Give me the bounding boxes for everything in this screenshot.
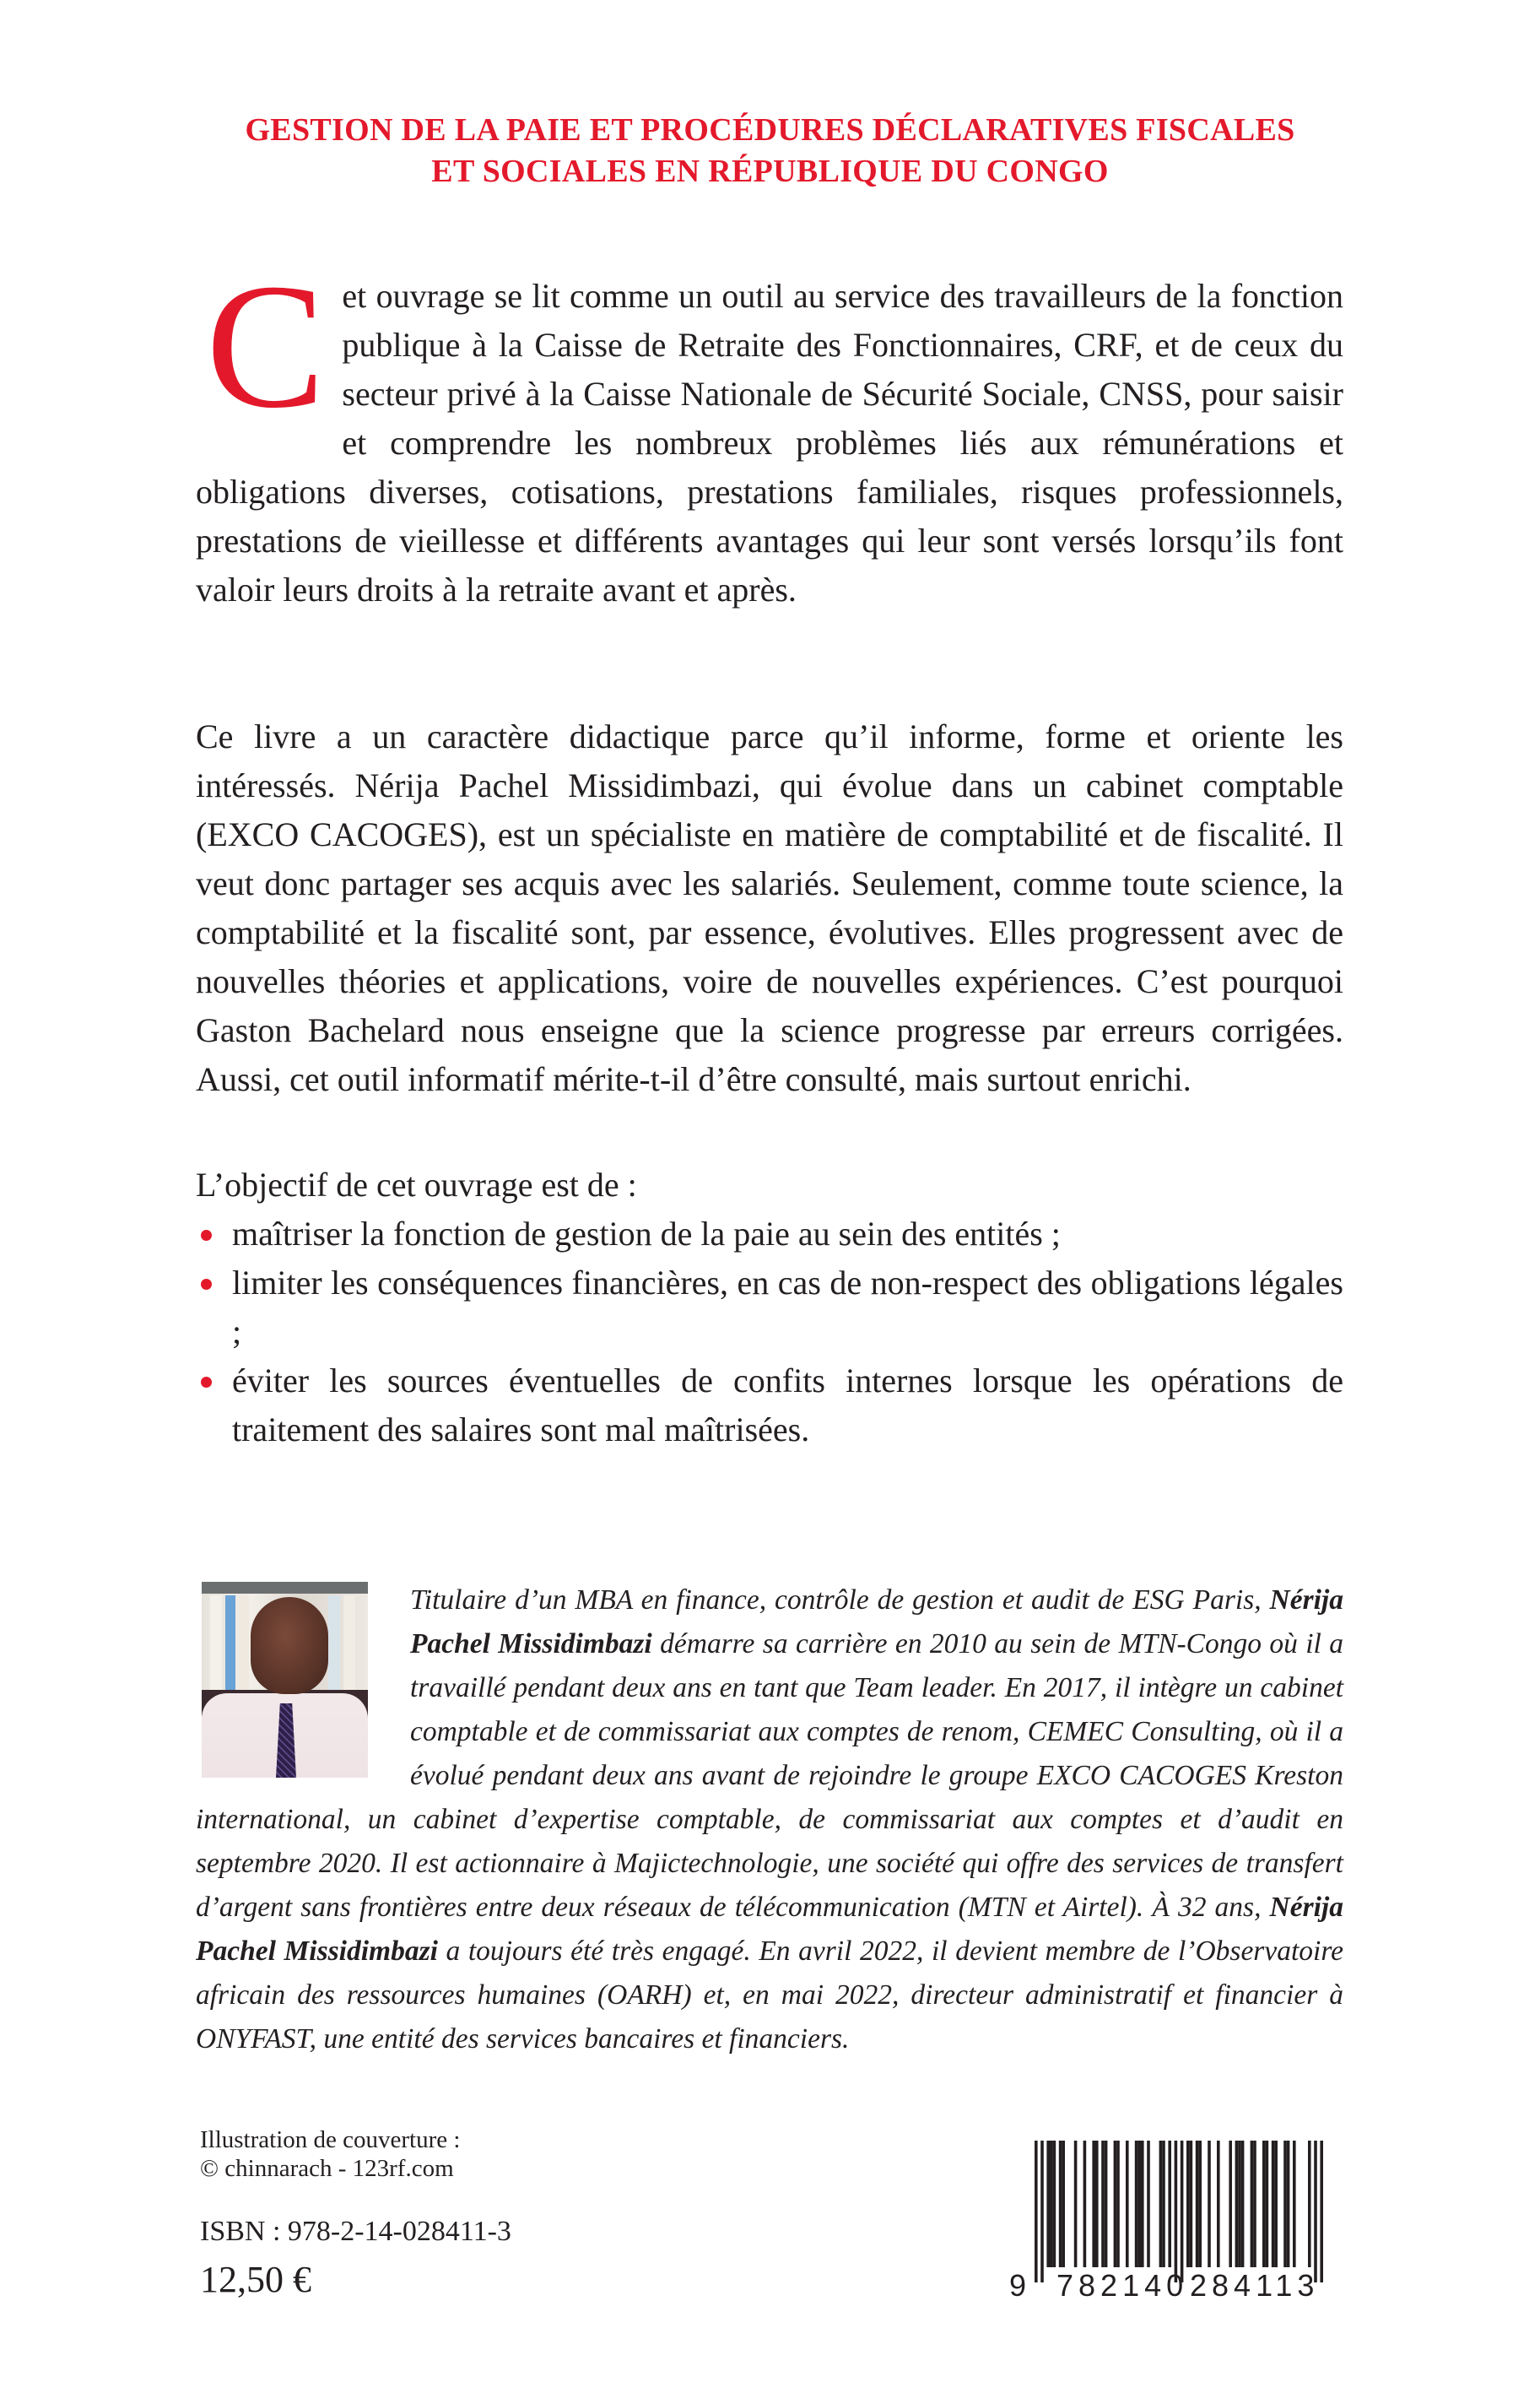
- barcode-bar: [1135, 2141, 1138, 2267]
- photo-book: [210, 1595, 222, 1690]
- photo-shelf: [202, 1582, 368, 1594]
- barcode-bar: [1147, 2141, 1150, 2267]
- barcode-bar: [1101, 2141, 1105, 2267]
- barcode-bar: [1287, 2141, 1290, 2267]
- barcode-bar: [1190, 2141, 1193, 2267]
- barcode-bar: [1229, 2141, 1232, 2267]
- barcode-bar: [1196, 2141, 1199, 2267]
- objectives-intro: L’objectif de cet ouvrage est de :: [196, 1166, 637, 1204]
- barcode-bar: [1208, 2141, 1211, 2267]
- author-name-repeat: Nérija Pachel Missidimbazi: [196, 1892, 1343, 1967]
- barcode-bar: [1308, 2141, 1311, 2267]
- author-name: Nérija Pachel Missidimbazi: [410, 1584, 1343, 1659]
- barcode-bar: [1116, 2141, 1120, 2267]
- barcode-bar: [1162, 2141, 1165, 2267]
- drop-cap: C: [206, 246, 326, 445]
- objective-text: maîtriser la fonction de gestion de la paie au sein des entités ;: [232, 1215, 1061, 1253]
- barcode-right-group: 284113: [1190, 2268, 1320, 2301]
- barcode-graphic: [1004, 2141, 1350, 2301]
- barcode-bar: [1095, 2141, 1099, 2267]
- intro-paragraph-1: [196, 246, 1343, 614]
- title-line-1: GESTION DE LA PAIE ET PROCÉDURES DÉCLARATIVES FISCALES: [245, 112, 1295, 148]
- barcode-bar: [1141, 2141, 1144, 2267]
- book-title: [0, 110, 1540, 192]
- barcode-bar: [1046, 2141, 1050, 2267]
- bullet-icon: [201, 1230, 212, 1241]
- barcode-bar: [1320, 2141, 1323, 2282]
- credits-line-1: Illustration de couverture :: [200, 2126, 461, 2153]
- barcode-bar: [1053, 2141, 1056, 2267]
- barcode-bar: [1241, 2141, 1245, 2267]
- objectives-section: [196, 1161, 1343, 1454]
- barcode-bar: [1105, 2141, 1108, 2267]
- barcode-bar: [1198, 2141, 1202, 2267]
- credits-line-2: © chinnarach - 123rf.com: [200, 2155, 454, 2182]
- barcode-bar: [1274, 2141, 1278, 2267]
- objective-item: [196, 1356, 1343, 1454]
- bullet-icon: [201, 1377, 212, 1388]
- bio-text-1: Titulaire d’un MBA en finance, contrôle de gestion et audit de ESG Paris,: [410, 1584, 1270, 1616]
- barcode-bar: [1114, 2141, 1117, 2267]
- isbn-label: ISBN : 978-2-14-028411-3: [200, 2216, 511, 2247]
- barcode-bar: [1272, 2141, 1275, 2267]
- barcode-bar: [1040, 2141, 1044, 2282]
- barcode-bar: [1262, 2141, 1266, 2267]
- objectives-list: [196, 1210, 1343, 1454]
- barcode-left-group: 782140: [1056, 2268, 1189, 2301]
- barcode-bar: [1266, 2141, 1269, 2267]
- bio-text-3: a toujours été très engagé. En avril 2022, il devient membre de l’Observatoire africain des ressources humaines (OARH) et, en mai 2022, directeur administratif et financier à ONYFAST, une entité des services bancaires et financiers.: [196, 1936, 1343, 2055]
- barcode-bar: [1050, 2141, 1053, 2267]
- title-line-2: ET SOCIALES EN RÉPUBLIQUE DU CONGO: [431, 154, 1109, 189]
- barcode-bar: [1314, 2141, 1317, 2282]
- barcode-bar: [1181, 2141, 1184, 2282]
- isbn-barcode: [1004, 2141, 1350, 2301]
- photo-book: [343, 1595, 355, 1690]
- barcode-bar: [1238, 2141, 1241, 2267]
- objective-item: [196, 1259, 1343, 1356]
- photo-head: [251, 1597, 328, 1694]
- author-photo: [202, 1582, 368, 1778]
- barcode-bar: [1159, 2141, 1163, 2267]
- barcode-bar: [1062, 2141, 1065, 2267]
- barcode-bar: [1175, 2141, 1178, 2282]
- barcode-bar: [1253, 2141, 1256, 2267]
- intro-paragraph-1-text: et ouvrage se lit comme un outil au service des travailleurs de la fonction publique à la Caisse de Retraite des Fonctionnaires, CRF, et de ceux du secteur privé à la Caisse Nationale de Sécurité Sociale, CNSS, pour saisir et comprendre les nombreux problèmes liés aux rémunérations et obligations diverses, cotisations, prestations familiales, risques professionnels, prestations de vieillesse et différents avantages qui leur sont versés lorsqu’ils font valoir leurs droits à la retraite avant et après.: [196, 277, 1343, 609]
- intro-paragraph-2: Ce livre a un caractère didactique parce qu’il informe, forme et oriente les intéressés. Nérija Pachel Missidimbazi, qui évolue dans un cabinet comptable (EXCO CACOGES), est un spécialiste en matière de comptabilité et de fiscalité. Il veut donc partager ses acquis avec les salariés. Seulement, comme toute science, la comptabilité et la fiscalité sont, par essence, évolutives. Elles progressent avec de nouvelles théories et applications, voire de nouvelles expériences. C’est pourquoi Gaston Bachelard nous enseigne que la science progresse par erreurs corrigées. Aussi, cet outil informatif mérite-t-il d’être consulté, mais surtout enrichi.: [196, 717, 1343, 1098]
- barcode-first-digit: 9: [1009, 2268, 1027, 2301]
- barcode-bar: [1217, 2141, 1220, 2267]
- price-label: 12,50 €: [200, 2259, 311, 2300]
- cover-credits: [200, 2125, 460, 2183]
- bio-text-2: démarre sa carrière en 2010 au sein de MTN-Congo où il a travaillé pendant deux ans en tant que Team leader. En 2017, il intègre un cabinet comptable et de commissariat aux comptes de renom, CEMEC Consulting, où il a évolué pendant deux ans avant de rejoindre le groupe EXCO CACOGES Kreston international, un cabinet d’expertise comptable, de commissariat aux comptes et d’audit en septembre 2020. Il est actionnaire à Majictechnologie, une société qui offre des services de transfert d’argent sans frontières entre deux réseaux de télécommunication (MTN et Airtel). À 32 ans,: [196, 1628, 1344, 1923]
- barcode-bars: [1035, 2141, 1323, 2282]
- objective-text: éviter les sources éventuelles de confits internes lorsque les opérations de traitement des salaires sont mal maîtrisées.: [232, 1362, 1343, 1448]
- barcode-bar: [1035, 2141, 1038, 2282]
- barcode-bar: [1283, 2141, 1287, 2267]
- barcode-bar: [1168, 2141, 1171, 2267]
- photo-book: [328, 1595, 340, 1690]
- barcode-bar: [1235, 2141, 1239, 2267]
- barcode-bar: [1059, 2141, 1062, 2267]
- barcode-bar: [1251, 2141, 1254, 2267]
- objective-item: [196, 1210, 1343, 1259]
- barcode-bar: [1186, 2141, 1190, 2267]
- photo-book: [239, 1595, 249, 1690]
- barcode-bar: [1092, 2141, 1095, 2267]
- objective-text: limiter les conséquences financières, en cas de non-respect des obligations légales ;: [232, 1264, 1343, 1351]
- barcode-bar: [1074, 2141, 1078, 2267]
- barcode-bar: [1126, 2141, 1129, 2267]
- barcode-bar: [1083, 2141, 1087, 2267]
- author-bio: [196, 1578, 1343, 2061]
- bullet-icon: [201, 1279, 212, 1290]
- barcode-bar: [1293, 2141, 1296, 2267]
- barcode-bar: [1137, 2141, 1141, 2267]
- photo-book: [225, 1595, 235, 1690]
